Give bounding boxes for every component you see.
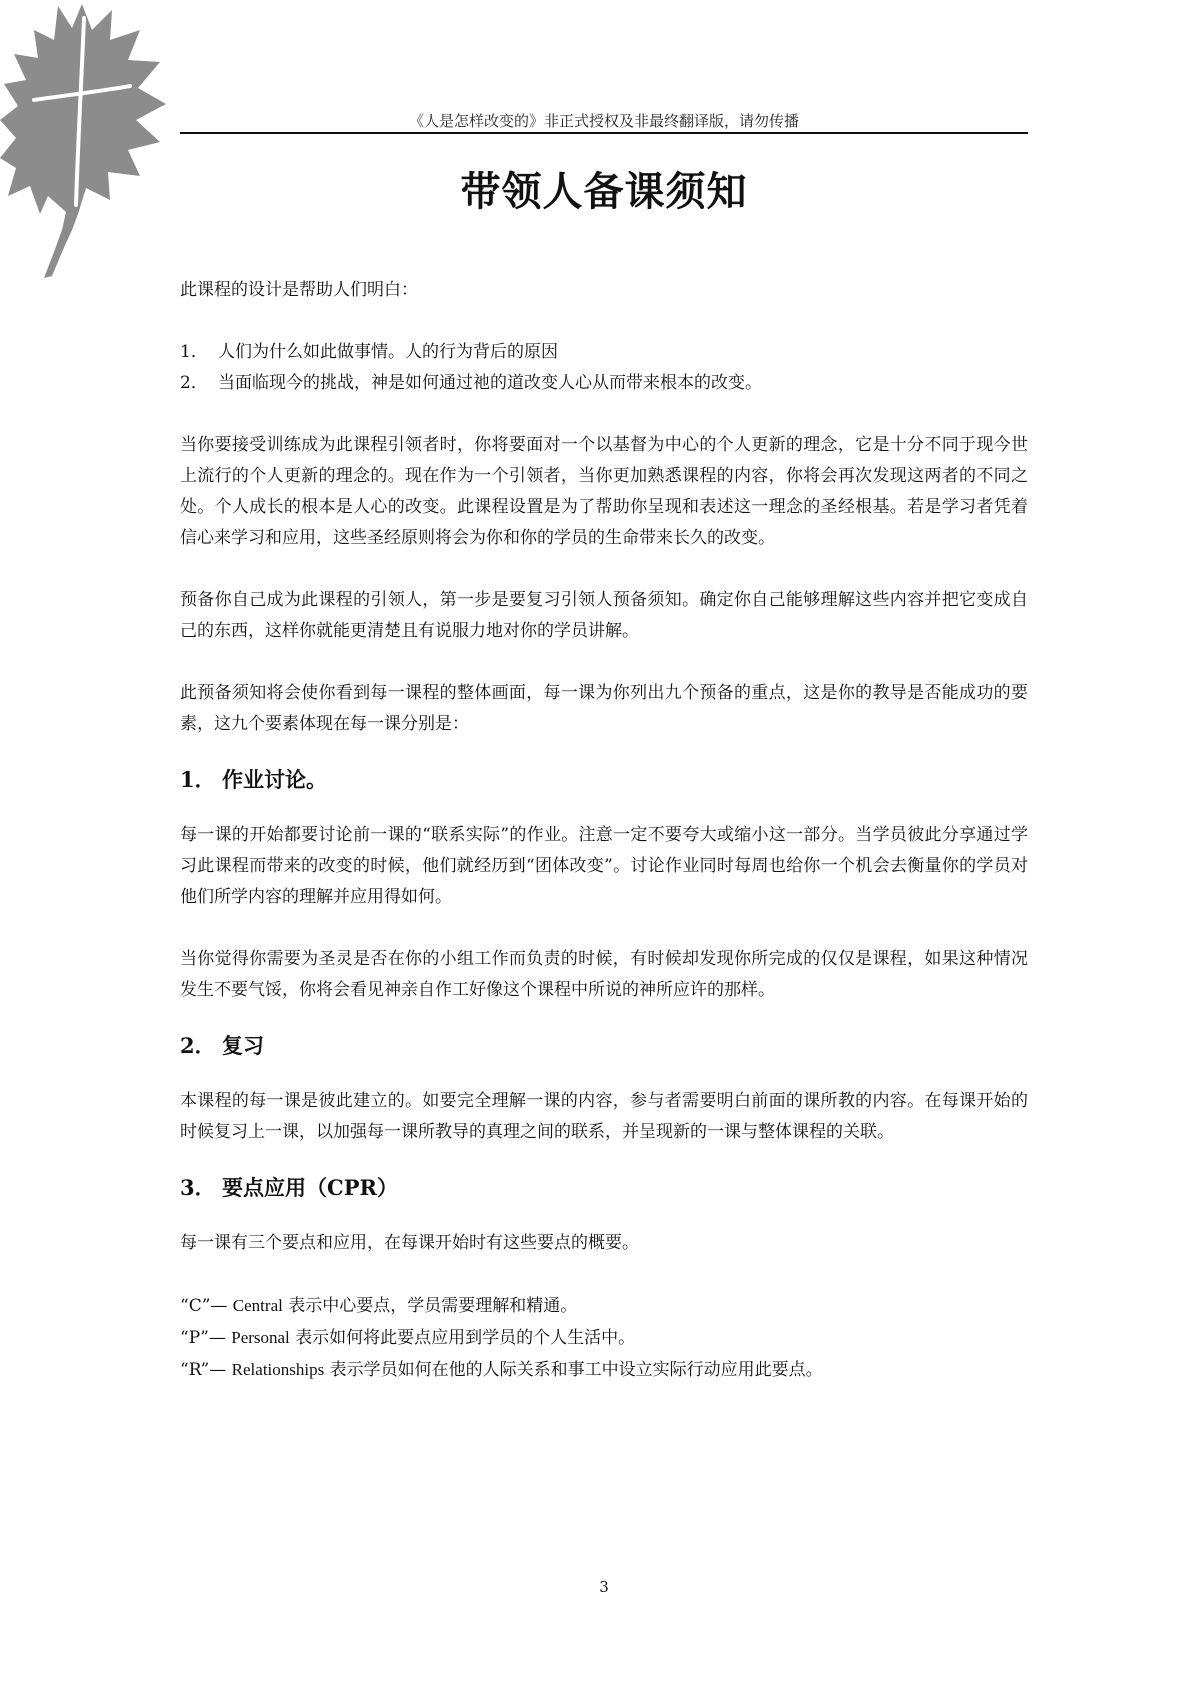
cpr-abbr: “R”— <box>180 1360 227 1380</box>
cpr-term: Personal <box>231 1328 290 1347</box>
section-heading-homework <box>180 760 1028 800</box>
section-title: 要点应用（CPR） <box>222 1175 398 1200</box>
cpr-term: Central <box>232 1296 283 1315</box>
section-number: 1． <box>180 767 216 792</box>
paragraph: 当你觉得你需要为圣灵是否在你的小组工作而负责的时候，有时候却发现你所完成的仅仅是课程，如果这种情况发生不要气馁，你将会看见神亲自作工好像这个课程中所说的神所应许的那样。 <box>180 949 1028 1000</box>
list-item-number: 1． <box>180 342 208 362</box>
section-heading-review <box>180 1026 1028 1066</box>
section-title: 作业讨论。 <box>222 767 327 792</box>
running-header: 《人是怎样改变的》非正式授权及非最终翻译版，请勿传播 <box>408 112 799 130</box>
section-number: 3． <box>180 1175 216 1200</box>
list-item-text: 当面临现今的挑战，神是如何通过祂的道改变人心从而带来根本的改变。 <box>218 373 762 393</box>
cpr-term: Relationships <box>231 1360 325 1379</box>
intro-text: 此课程的设计是帮助人们明白： <box>180 280 418 300</box>
header-rule <box>180 132 1028 134</box>
cpr-desc: 表示如何将此要点应用到学员的个人生活中。 <box>295 1328 636 1348</box>
cpr-abbr: “C”— <box>180 1296 228 1316</box>
cpr-item-central <box>180 1290 1028 1322</box>
cpr-item-personal <box>180 1322 1028 1354</box>
paragraph: 本课程的每一课是彼此建立的。如要完全理解一课的内容，参与者需要明白前面的课所教的内容。在每课开始的时候复习上一课，以加强每一课所教导的真理之间的联系，并呈现新的一课与整体课程的关联。 <box>180 1091 1028 1142</box>
page-title: 带领人备课须知 <box>460 168 748 215</box>
section-number: 2． <box>180 1033 216 1058</box>
section-title: 复习 <box>222 1033 264 1058</box>
list-item-text: 人们为什么如此做事情。人的行为背后的原因 <box>218 342 558 362</box>
page-number: 3 <box>599 1578 609 1596</box>
leaf-cross-icon <box>0 0 170 285</box>
paragraph: 每一课有三个要点和应用，在每课开始时有这些要点的概要。 <box>180 1233 639 1253</box>
section-heading-cpr <box>180 1168 1028 1208</box>
purpose-list <box>180 337 1028 399</box>
list-item <box>180 337 1028 368</box>
paragraph: 此预备须知将会使你看到每一课程的整体画面，每一课为你列出九个预备的重点，这是你的教导是否能成功的要素，这九个要素体现在每一课分别是： <box>180 683 1028 734</box>
cpr-abbr: “P”— <box>180 1328 226 1348</box>
cpr-item-relationships <box>180 1354 1028 1386</box>
paragraph: 预备你自己成为此课程的引领人，第一步是要复习引领人预备须知。确定你自己能够理解这些内容并把它变成自己的东西，这样你就能更清楚且有说服力地对你的学员讲解。 <box>180 590 1028 641</box>
cpr-desc: 表示中心要点，学员需要理解和精通。 <box>288 1296 578 1316</box>
document-body <box>180 275 1028 1386</box>
list-item-number: 2． <box>180 373 208 393</box>
list-item <box>180 368 1028 399</box>
paragraph: 每一课的开始都要讨论前一课的“联系实际”的作业。注意一定不要夸大或缩小这一部分。当学员彼此分享通过学习此课程而带来的改变的时候，他们就经历到“团体改变”。讨论作业同时每周也给你一个机会去衡量你的学员对他们所学内容的理解并应用得如何。 <box>180 825 1028 907</box>
paragraph: 当你要接受训练成为此课程引领者时，你将要面对一个以基督为中心的个人更新的理念，它是十分不同于现今世上流行的个人更新的理念的。现在作为一个引领者，当你更加熟悉课程的内容，你将会再次发现这两者的不同之处。个人成长的根本是人心的改变。此课程设置是为了帮助你呈现和表述这一理念的圣经根基。若是学习者凭着信心来学习和应用，这些圣经原则将会为你和你的学员的生命带来长久的改变。 <box>180 435 1028 548</box>
cpr-desc: 表示学员如何在他的人际关系和事工中设立实际行动应用此要点。 <box>329 1360 823 1380</box>
